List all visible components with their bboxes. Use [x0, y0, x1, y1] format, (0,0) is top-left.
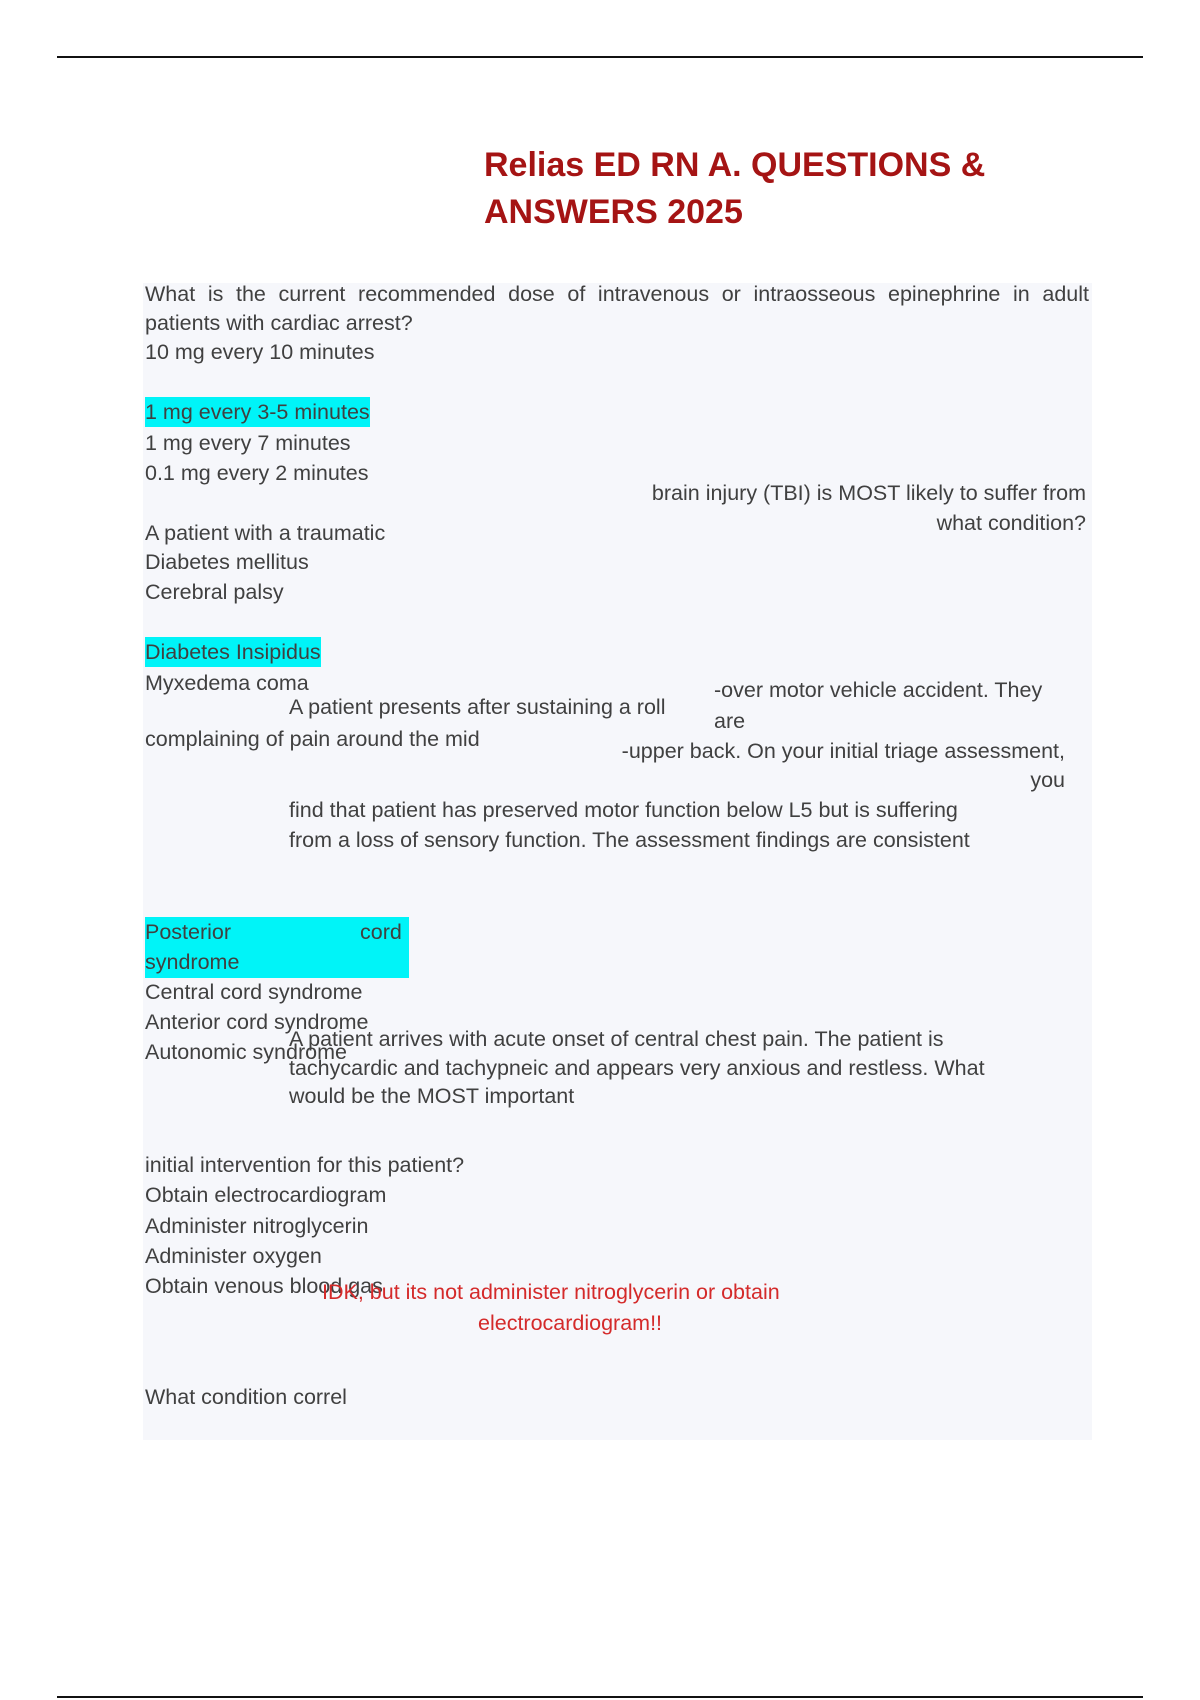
q3-fragment-e-line-1: find that patient has preserved motor function below L5 but is suffering: [289, 798, 958, 822]
q4-option-b: Administer nitroglycerin: [145, 1214, 369, 1238]
q1-option-d: 0.1 mg every 2 minutes: [145, 461, 369, 485]
q2-question-part-2-line-1: brain injury (TBI) is MOST likely to suffer from: [651, 481, 1086, 505]
q3-answer-word-2: cord: [360, 920, 402, 944]
bottom-rule: [57, 1696, 1143, 1698]
q3-answer-word-3: syndrome: [145, 950, 240, 974]
q4-option-d: Obtain venous blood gas: [145, 1274, 383, 1298]
q4-note-line-2: electrocardiogram!!: [478, 1311, 663, 1335]
q4-question-line-3: would be the MOST important: [289, 1084, 575, 1108]
title-line-2: ANSWERS 2025: [484, 193, 743, 231]
q3-option-d: Autonomic syndrome: [145, 1040, 347, 1064]
q1-option-c: 1 mg every 7 minutes: [145, 431, 351, 455]
document-title: [484, 142, 1124, 236]
top-rule: [57, 56, 1143, 58]
q3-fragment-d-line-2: you: [1030, 768, 1065, 792]
q5-question-fragment: What condition correl: [145, 1385, 347, 1409]
q1-question: What is the current recommended dose of intravenous or intraosseous epinephrine in adult patients with cardiac arrest?: [145, 282, 1089, 335]
q3-fragment-c: complaining of pain around the mid: [145, 727, 480, 751]
q4-question-line-2: tachycardic and tachypneic and appears very anxious and restless. What: [289, 1056, 985, 1080]
q3-fragment-b-line-2: are: [714, 709, 746, 733]
q1-option-a: 10 mg every 10 minutes: [145, 340, 375, 364]
q3-fragment-b-line-1: -over motor vehicle accident. They: [714, 678, 1043, 702]
q3-fragment-d-line-1: -upper back. On your initial triage assessment,: [621, 739, 1065, 763]
q4-option-a: Obtain electrocardiogram: [145, 1183, 387, 1207]
q4-question-line-1: A patient arrives with acute onset of central chest pain. The patient is: [289, 1027, 944, 1051]
q2-answer: Diabetes Insipidus: [145, 637, 321, 667]
title-line-1: Relias ED RN A. QUESTIONS &: [484, 146, 986, 184]
q2-option-a: Diabetes mellitus: [145, 550, 309, 574]
q2-option-d: Myxedema coma: [145, 671, 309, 695]
q3-option-c: Anterior cord syndrome: [145, 1010, 369, 1034]
q3-option-b: Central cord syndrome: [145, 980, 363, 1004]
q2-question-part-1: A patient with a traumatic: [145, 521, 386, 545]
q3-answer-word-1: Posterior: [145, 920, 232, 944]
q2-option-b: Cerebral palsy: [145, 580, 284, 604]
q3-fragment-a: A patient presents after sustaining a roll: [289, 695, 666, 719]
q2-question-part-2-line-2: what condition?: [936, 511, 1086, 535]
q3-fragment-e-line-2: from a loss of sensory function. The assessment findings are consistent: [289, 828, 970, 852]
q4-question-line-4: initial intervention for this patient?: [145, 1153, 465, 1177]
q1-answer: 1 mg every 3-5 minutes: [145, 397, 370, 427]
q4-option-c: Administer oxygen: [145, 1244, 322, 1268]
q4-note-line-1: IDK, but its not administer nitroglycerin or obtain: [322, 1280, 780, 1304]
